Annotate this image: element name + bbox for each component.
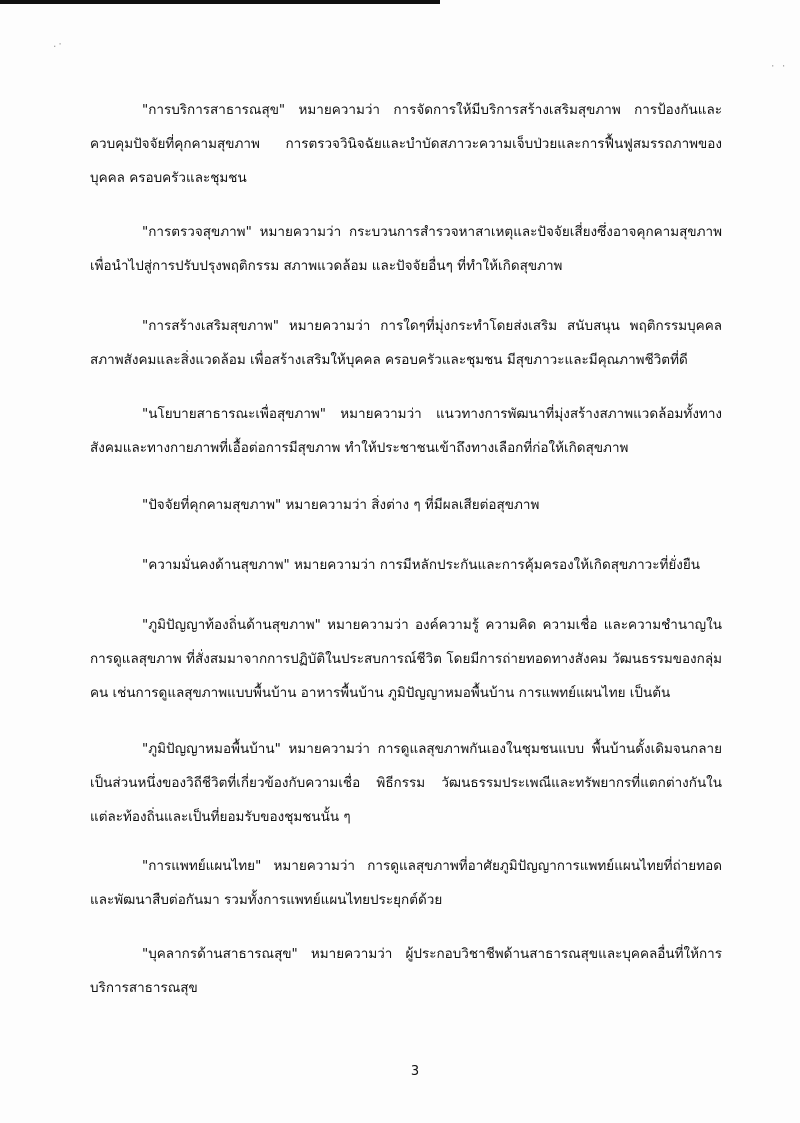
definition-local-health-wisdom: "ภูมิปัญญาท้องถิ่นด้านสุขภาพ" หมายความว่า องค์ความรู้ ความคิด ความเชื่อ และความชำนาญในการดูแลสุขภาพ ที่สั่งสมมาจากการปฏิบัติในประสบการณ์ชีวิต โดยมีการถ่ายทอดทางสังคม วัฒนธรรมของกลุ่มคน เช่นการดูแลสุขภาพแบบพื้นบ้าน อาหารพื้นบ้าน ภูมิปัญญาหมอพื้นบ้าน การแพทย์แผนไทย เป็นต้น [90, 617, 722, 701]
definition-folk-healer-wisdom: "ภูมิปัญญาหมอพื้นบ้าน" หมายความว่า การดูแลสุขภาพกันเองในชุมชนแบบ พื้นบ้านดั้งเดิมจนกลายเป็นส่วนหนึ่งของวิถีชีวิตที่เกี่ยวข้องกับความเชื่อ พิธีกรรม วัฒนธรรมประเพณีและทรัพยากรที่แตกต่างกันในแต่ละท้องถิ่นและเป็นที่ยอมรับของชุมชนนั้น ๆ [90, 741, 722, 825]
scan-speck: .· [52, 40, 63, 50]
definition-health-promotion: "การสร้างเสริมสุขภาพ" หมายความว่า การใดๆที่มุ่งกระทำโดยส่งเสริม สนับสนุน พฤติกรรมบุคคล สภาพสังคมและสิ่งแวดล้อม เพื่อสร้างเสริมให้บุคคล ครอบครัวและชุมชน มีสุขภาวะและมีคุณภาพชีวิตที่ดี [90, 318, 722, 368]
top-scan-rule [0, 0, 440, 4]
definition-health-security: "ความมั่นคงด้านสุขภาพ" หมายความว่า การมีหลักประกันและการคุ้มครองให้เกิดสุขภาวะที่ยั่งยืน [142, 557, 701, 573]
definition-thai-traditional-medicine: "การแพทย์แผนไทย" หมายความว่า การดูแลสุขภาพที่อาศัยภูมิปัญญาการแพทย์แผนไทยที่ถ่ายทอดและพัฒนาสืบต่อกันมา รวมทั้งการแพทย์แผนไทยประยุกต์ด้วย [90, 858, 722, 908]
definition-health-threats: "ปัจจัยที่คุกคามสุขภาพ" หมายความว่า สิ่งต่าง ๆ ที่มีผลเสียต่อสุขภาพ [142, 497, 540, 513]
definition-health-check: "การตรวจสุขภาพ" หมายความว่า กระบวนการสำรวจหาสาเหตุและปัจจัยเสี่ยงซึ่งอาจคุกคามสุขภาพเพื่อนำไปสู่การปรับปรุงพฤติกรรม สภาพแวดล้อม และปัจจัยอื่นๆ ที่ทำให้เกิดสุขภาพ [90, 224, 722, 274]
scan-speck: · · [770, 62, 787, 72]
definition-public-health-service: "การบริการสาธารณสุข" หมายความว่า การจัดการให้มีบริการสร้างเสริมสุขภาพ การป้องกันและควบคุมปัจจัยที่คุกคามสุขภาพ การตรวจวินิจฉัยและบำบัดสภาวะความเจ็บป่วยและการฟื้นฟูสมรรถภาพของบุคคล ครอบครัวและชุมชน [90, 102, 722, 186]
page-number: 3 [410, 1064, 420, 1079]
definition-public-health-personnel: "บุคลากรด้านสาธารณสุข" หมายความว่า ผู้ประกอบวิชาชีพด้านสาธารณสุขและบุคคลอื่นที่ให้การบริการสาธารณสุข [90, 946, 722, 996]
definition-healthy-public-policy: "นโยบายสาธารณะเพื่อสุขภาพ" หมายความว่า แนวทางการพัฒนาที่มุ่งสร้างสภาพแวดล้อมทั้งทางสังคมและทางกายภาพที่เอื้อต่อการมีสุขภาพ ทำให้ประชาชนเข้าถึงทางเลือกที่ก่อให้เกิดสุขภาพ [90, 406, 722, 456]
